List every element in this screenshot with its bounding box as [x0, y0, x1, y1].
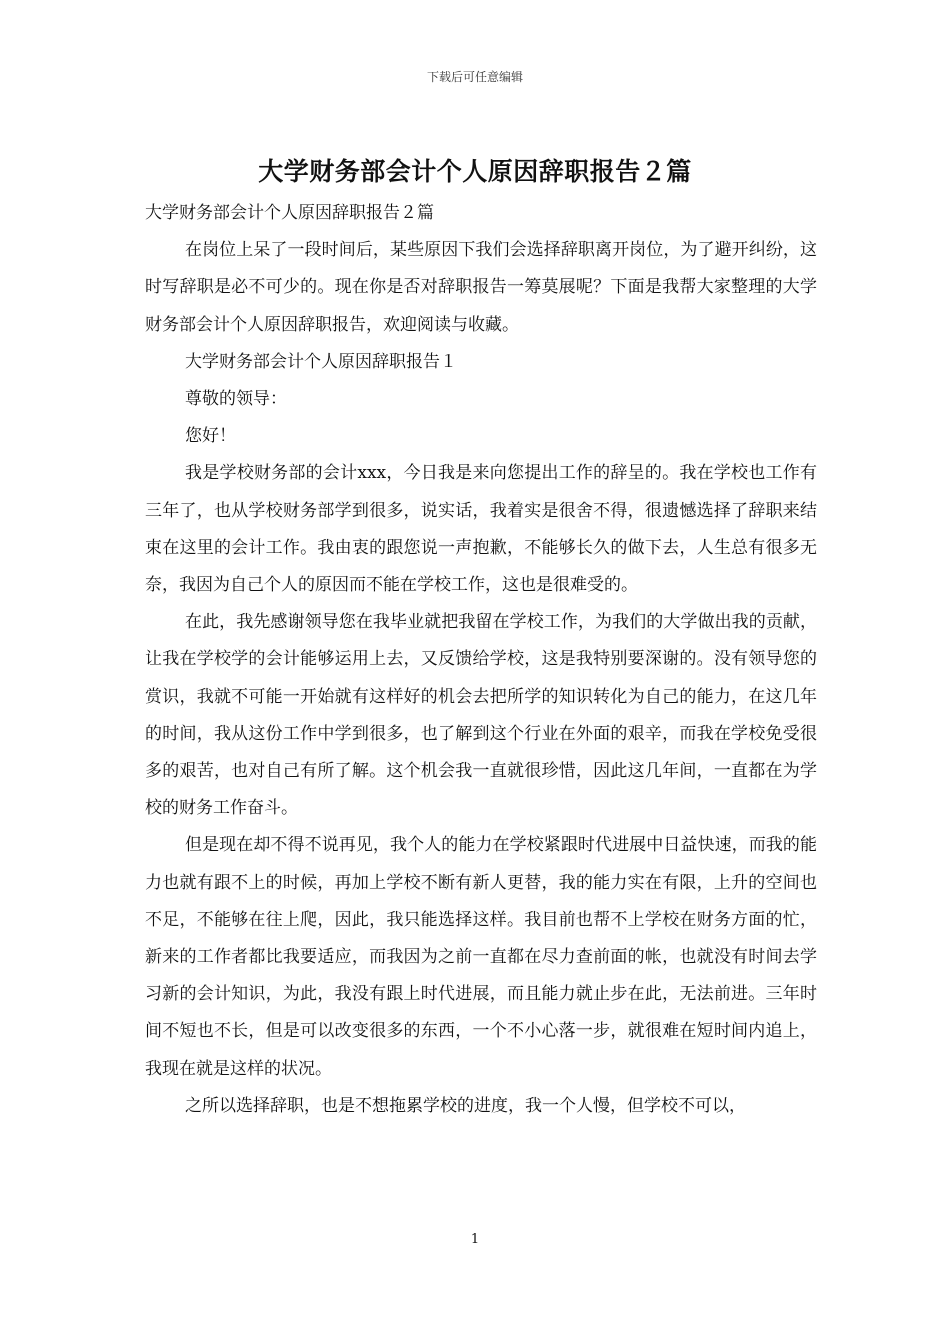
- document-body: [145, 195, 817, 1125]
- body-paragraph: 但是现在却不得不说再见，我个人的能力在学校紧跟时代进展中日益快速，而我的能力也就有跟不上的时候，再加上学校不断有新人更替，我的能力实在有限，上升的空间也不足，不能够在往上爬，因此，我只能选择这样。我目前也帮不上学校在财务方面的忙，新来的工作者都比我要适应，而我因为之前一直都在尽力查前面的帐，也就没有时间去学习新的会计知识，为此，我没有跟上时代进展，而且能力就止步在此，无法前进。三年时间不短也不长，但是可以改变很多的东西，一个不小心落一步，就很难在短时间内追上，我现在就是这样的状况。: [145, 835, 817, 1079]
- document-title: 大学财务部会计个人原因辞职报告２篇: [258, 157, 692, 186]
- body-paragraph: 我是学校财务部的会计xxx，今日我是来向您提出工作的辞呈的。我在学校也工作有三年了，也从学校财务部学到很多，说实话，我着实是很舍不得，很遗憾选择了辞职来结束在这里的会计工作。我由衷的跟您说一声抱歉，不能够长久的做下去，人生总有很多无奈，我因为自己个人的原因而不能在学校工作，这也是很难受的。: [145, 463, 817, 596]
- page-number: 1: [470, 1232, 480, 1247]
- body-paragraph: 之所以选择辞职，也是不想拖累学校的进度，我一个人慢，但学校不可以，: [185, 1095, 746, 1116]
- salutation: 尊敬的领导：: [185, 389, 287, 410]
- header-note: 下载后可任意编辑: [426, 70, 523, 84]
- subtitle-paragraph: 大学财务部会计个人原因辞职报告２篇: [145, 203, 434, 223]
- intro-paragraph: 在岗位上呆了一段时间后，某些原因下我们会选择辞职离开岗位，为了避开纠纷，这时写辞职是必不可少的。现在你是否对辞职报告一筹莫展呢？下面是我帮大家整理的大学财务部会计个人原因辞职报告，欢迎阅读与收藏。: [145, 240, 817, 335]
- body-paragraph: 在此，我先感谢领导您在我毕业就把我留在学校工作，为我们的大学做出我的贡献，让我在学校学的会计能够运用上去，又反馈给学校，这是我特别要深谢的。没有领导您的赏识，我就不可能一开始就有这样好的机会去把所学的知识转化为自己的能力，在这几年的时间，我从这份工作中学到很多，也了解到这个行业在外面的艰辛，而我在学校免受很多的艰苦，也对自己有所了解。这个机会我一直就很珍惜，因此这几年间，一直都在为学校的财务工作奋斗。: [145, 612, 817, 819]
- greeting: 您好！: [185, 426, 236, 447]
- section-heading: 大学财务部会计个人原因辞职报告１: [185, 351, 457, 372]
